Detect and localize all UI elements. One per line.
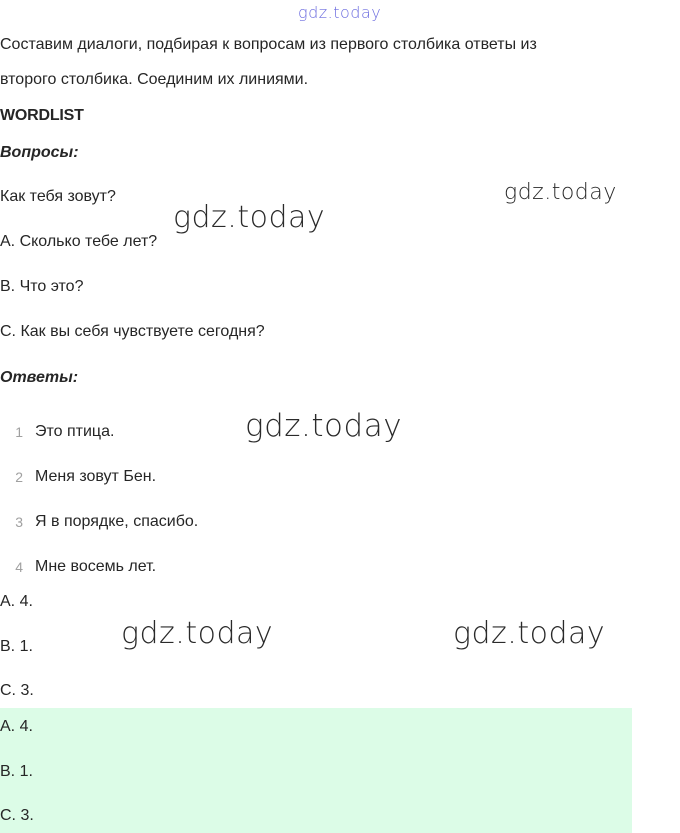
intro-line-2: второго столбика. Соединим их линиями.	[0, 71, 309, 88]
answer-item: Я в порядке, спасибо.	[35, 513, 199, 530]
answer-item: Это птица.	[35, 423, 115, 440]
answer-number: 3	[15, 514, 23, 530]
watermark: gdz.today	[453, 616, 606, 651]
match-item: A. 4.	[0, 593, 33, 610]
watermark: gdz.today	[173, 200, 326, 235]
answer-number: 1	[15, 424, 23, 440]
top-watermark: gdz.today	[298, 3, 382, 22]
solution-item: A. 4.	[0, 718, 33, 735]
answer-number: 4	[15, 559, 23, 575]
answers-heading: Ответы:	[0, 369, 79, 386]
questions-heading: Вопросы:	[0, 144, 79, 161]
question-item: B. Что это?	[0, 278, 84, 295]
solution-box	[0, 708, 632, 833]
answer-number: 2	[15, 469, 23, 485]
match-item: B. 1.	[0, 638, 33, 655]
wordlist-heading: WORDLIST	[0, 107, 84, 124]
answer-item: Мне восемь лет.	[35, 558, 157, 575]
match-item: C. 3.	[0, 682, 34, 699]
watermark: gdz.today	[504, 180, 617, 205]
watermark: gdz.today	[245, 408, 403, 444]
question-item: A. Сколько тебе лет?	[0, 233, 158, 250]
watermark: gdz.today	[121, 616, 274, 651]
intro-line-1: Составим диалоги, подбирая к вопросам из первого столбика ответы из	[0, 36, 537, 53]
solution-item: C. 3.	[0, 807, 34, 824]
solution-item: B. 1.	[0, 763, 33, 780]
question-item: C. Как вы себя чувствуете сегодня?	[0, 323, 265, 340]
answer-item: Меня зовут Бен.	[35, 468, 157, 485]
question-item: Как тебя зовут?	[0, 188, 116, 205]
